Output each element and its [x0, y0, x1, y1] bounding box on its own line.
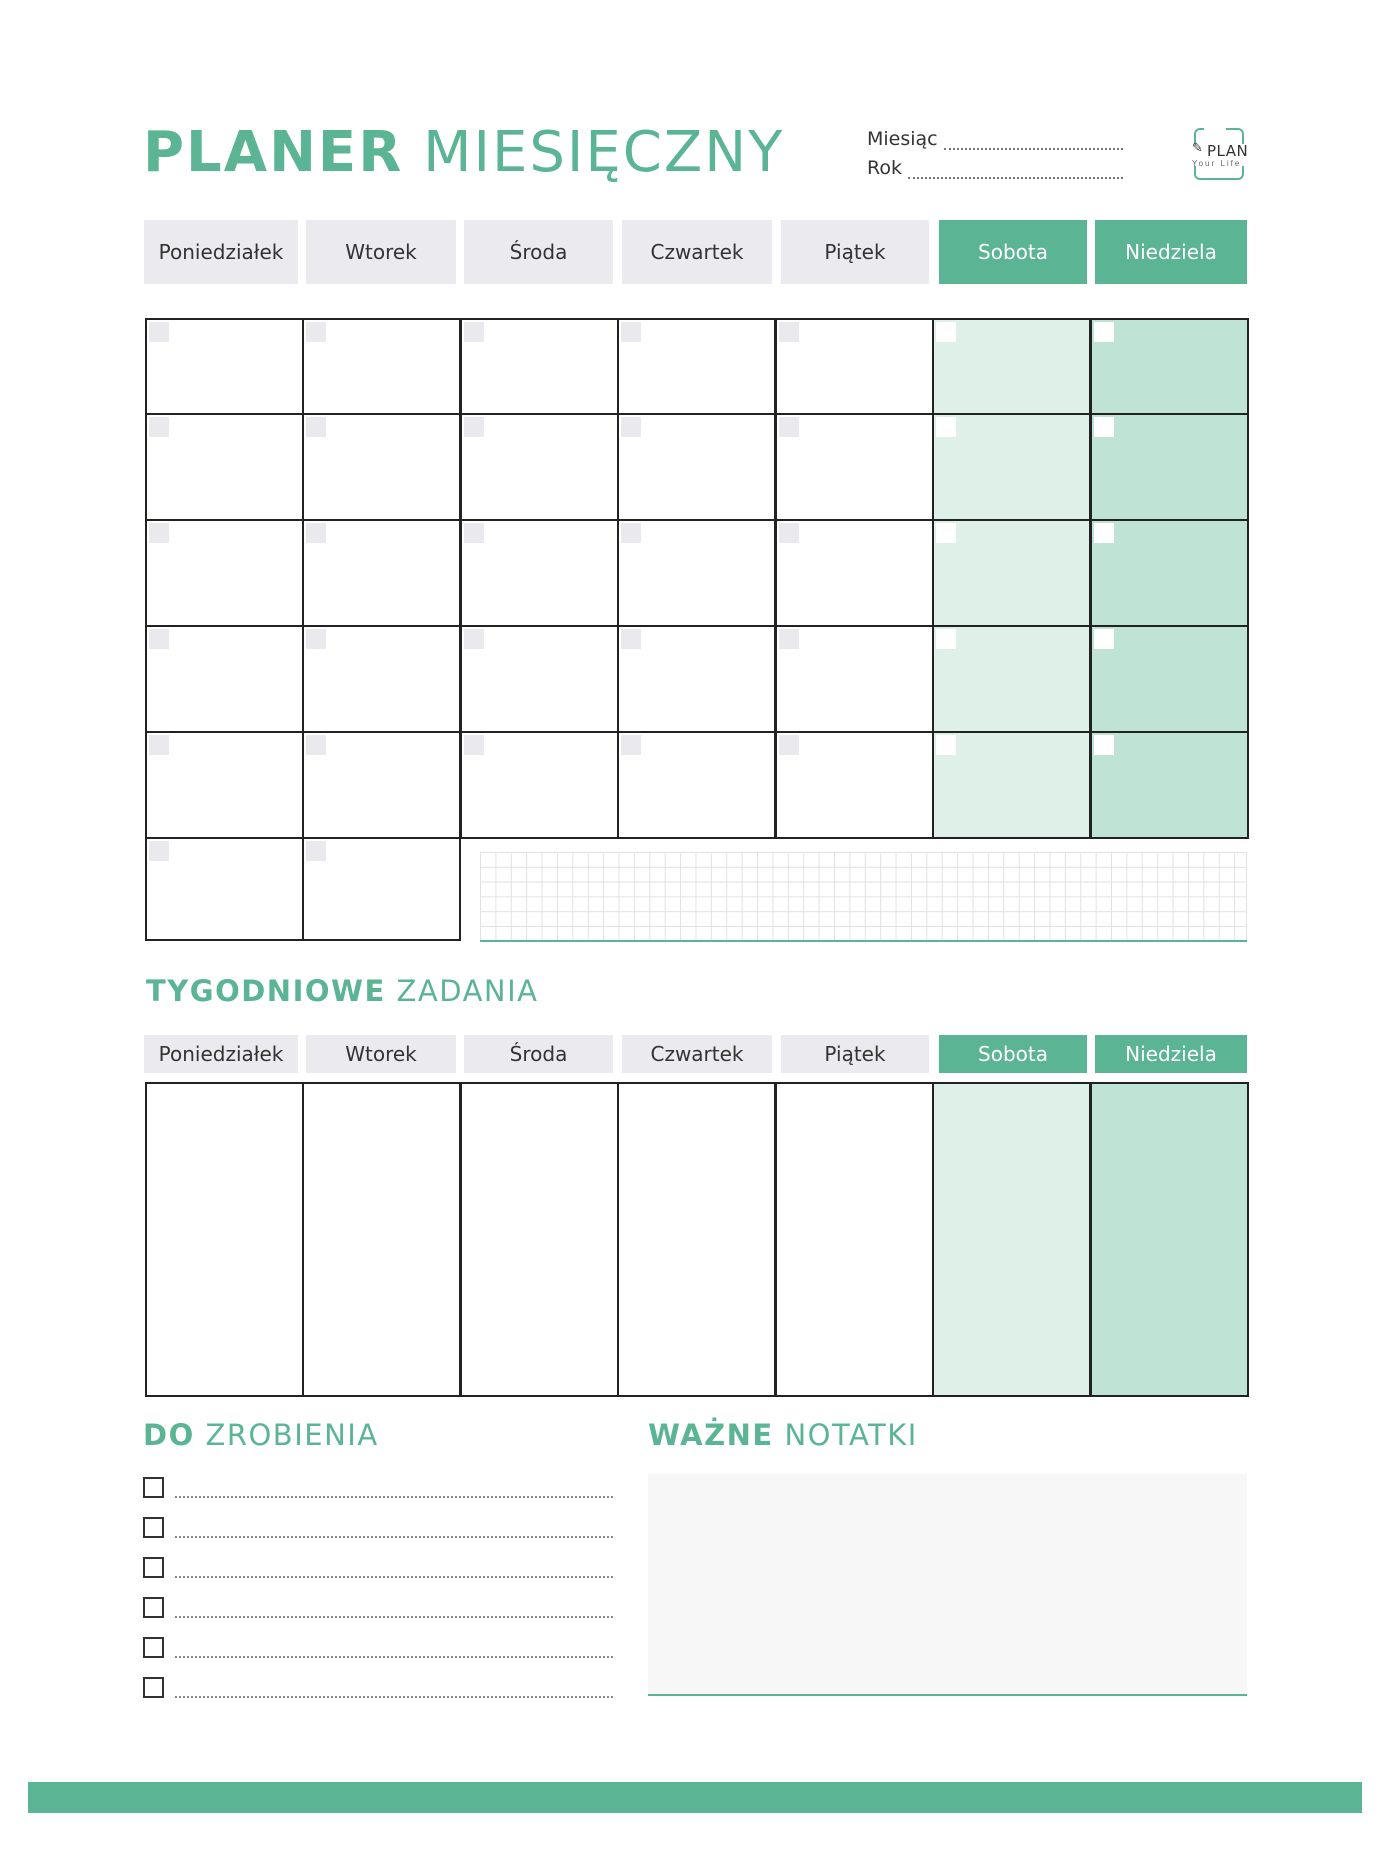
calendar-day-cell[interactable]: [302, 625, 461, 733]
day-header-tuesday: Wtorek: [306, 1035, 456, 1073]
todo-title-bold: DO: [143, 1418, 195, 1452]
day-number-box[interactable]: [621, 523, 641, 543]
day-number-box[interactable]: [306, 841, 326, 861]
day-header-sunday: Niedziela: [1095, 220, 1247, 284]
day-number-box[interactable]: [779, 322, 799, 342]
calendar-day-cell[interactable]: [617, 519, 776, 627]
day-number-box[interactable]: [936, 523, 956, 543]
weekly-task-column-friday[interactable]: [775, 1082, 934, 1397]
todo-dotted-line[interactable]: [175, 1696, 613, 1698]
notes-title: [648, 1418, 918, 1452]
logo-text: PLAN: [1207, 142, 1249, 160]
calendar-day-cell[interactable]: [932, 519, 1091, 627]
todo-item: [143, 1637, 613, 1659]
calendar-day-cell[interactable]: [145, 519, 304, 627]
weekly-title-light: ZADANIA: [396, 974, 539, 1008]
day-header-saturday: Sobota: [939, 220, 1087, 284]
logo-subtext: Your Life: [1192, 159, 1242, 168]
day-header-wednesday: Środa: [464, 1035, 613, 1073]
calendar-day-cell[interactable]: [617, 625, 776, 733]
todo-dotted-line[interactable]: [175, 1576, 613, 1578]
todo-item: [143, 1597, 613, 1619]
calendar-day-cell[interactable]: [775, 519, 934, 627]
todo-checkbox[interactable]: [143, 1517, 164, 1538]
day-number-box[interactable]: [779, 417, 799, 437]
day-header-thursday: Czwartek: [622, 220, 772, 284]
day-number-box[interactable]: [621, 735, 641, 755]
notes-title-light: NOTATKI: [784, 1418, 918, 1452]
plan-your-life-logo: [1190, 128, 1248, 180]
weekly-task-column-sunday[interactable]: [1090, 1082, 1249, 1397]
day-header-monday: Poniedziałek: [144, 1035, 298, 1073]
month-dotted-line: [944, 136, 1123, 150]
calendar-day-cell[interactable]: [1090, 519, 1249, 627]
day-header-wednesday: Środa: [464, 220, 613, 284]
calendar-day-cell[interactable]: [932, 625, 1091, 733]
todo-checkbox[interactable]: [143, 1677, 164, 1698]
year-dotted-line: [908, 165, 1123, 179]
todo-dotted-line[interactable]: [175, 1616, 613, 1618]
notes-area[interactable]: [648, 1474, 1247, 1696]
notes-title-bold: WAŻNE: [648, 1418, 774, 1452]
todo-checkbox[interactable]: [143, 1557, 164, 1578]
day-number-box[interactable]: [306, 322, 326, 342]
day-header-friday: Piątek: [781, 220, 929, 284]
todo-item: [143, 1677, 613, 1699]
calendar-day-cell[interactable]: [932, 413, 1091, 521]
calendar-day-cell[interactable]: [932, 731, 1091, 839]
day-header-sunday: Niedziela: [1095, 1035, 1247, 1073]
day-header-saturday: Sobota: [939, 1035, 1087, 1073]
day-number-box[interactable]: [464, 322, 484, 342]
calendar-day-cell[interactable]: [1090, 731, 1249, 839]
footer-bar: [28, 1782, 1362, 1813]
day-number-box[interactable]: [464, 735, 484, 755]
calendar-day-cell[interactable]: [302, 837, 461, 941]
pencil-icon: ✎: [1192, 140, 1203, 155]
calendar-day-cell[interactable]: [932, 318, 1091, 415]
calendar-day-cell[interactable]: [775, 625, 934, 733]
year-label: Rok: [867, 157, 902, 179]
calendar-day-cell[interactable]: [617, 318, 776, 415]
calendar-day-cell[interactable]: [617, 731, 776, 839]
calendar-day-cell[interactable]: [302, 318, 461, 415]
weekly-title-bold: TYGODNIOWE: [146, 974, 386, 1008]
todo-dotted-line[interactable]: [175, 1496, 613, 1498]
todo-checkbox[interactable]: [143, 1477, 164, 1498]
day-number-box[interactable]: [936, 417, 956, 437]
calendar-day-cell[interactable]: [1090, 413, 1249, 521]
calendar-day-cell[interactable]: [302, 519, 461, 627]
day-number-box[interactable]: [464, 629, 484, 649]
day-number-box[interactable]: [149, 417, 169, 437]
day-header-tuesday: Wtorek: [306, 220, 456, 284]
todo-title: [143, 1418, 379, 1452]
calendar-day-cell[interactable]: [617, 413, 776, 521]
calendar-day-cell[interactable]: [145, 625, 304, 733]
month-label: Miesiąc: [867, 128, 938, 150]
day-number-box[interactable]: [149, 841, 169, 861]
calendar-day-cell[interactable]: [775, 413, 934, 521]
calendar-day-cell[interactable]: [145, 731, 304, 839]
weekly-task-column-saturday[interactable]: [932, 1082, 1091, 1397]
calendar-day-cell[interactable]: [460, 731, 619, 839]
calendar-day-cell[interactable]: [1090, 625, 1249, 733]
day-number-box[interactable]: [779, 629, 799, 649]
day-number-box[interactable]: [1094, 322, 1114, 342]
day-number-box[interactable]: [936, 735, 956, 755]
grid-notes-area[interactable]: [480, 852, 1247, 941]
todo-dotted-line[interactable]: [175, 1536, 613, 1538]
logo-frame-gap: [1204, 126, 1226, 132]
todo-item: [143, 1557, 613, 1579]
day-number-box[interactable]: [779, 523, 799, 543]
calendar-day-cell[interactable]: [460, 318, 619, 415]
todo-checkbox[interactable]: [143, 1637, 164, 1658]
calendar-day-cell[interactable]: [460, 413, 619, 521]
calendar-day-cell[interactable]: [302, 413, 461, 521]
day-number-box[interactable]: [149, 735, 169, 755]
day-header-friday: Piątek: [781, 1035, 929, 1073]
day-number-box[interactable]: [306, 417, 326, 437]
day-number-box[interactable]: [936, 322, 956, 342]
day-number-box[interactable]: [1094, 735, 1114, 755]
calendar-day-cell[interactable]: [460, 519, 619, 627]
todo-item: [143, 1477, 613, 1499]
day-number-box[interactable]: [1094, 629, 1114, 649]
weekly-task-column-wednesday[interactable]: [460, 1082, 619, 1397]
month-field[interactable]: [867, 128, 1123, 150]
day-number-box[interactable]: [621, 629, 641, 649]
day-number-box[interactable]: [936, 629, 956, 649]
weekly-tasks-title: [146, 974, 539, 1008]
calendar-day-cell[interactable]: [145, 318, 304, 415]
day-number-box[interactable]: [306, 735, 326, 755]
year-field[interactable]: [867, 157, 1123, 179]
calendar-day-cell[interactable]: [775, 731, 934, 839]
title-light: MIESIĘCZNY: [423, 120, 785, 185]
page-title: [143, 120, 784, 185]
calendar-day-cell[interactable]: [1090, 318, 1249, 415]
day-number-box[interactable]: [306, 629, 326, 649]
day-number-box[interactable]: [621, 417, 641, 437]
calendar-day-cell[interactable]: [145, 837, 304, 941]
day-number-box[interactable]: [464, 523, 484, 543]
day-number-box[interactable]: [149, 322, 169, 342]
todo-item: [143, 1517, 613, 1539]
grid-notes-underline: [480, 940, 1247, 942]
calendar-day-cell[interactable]: [302, 731, 461, 839]
calendar-day-cell[interactable]: [145, 413, 304, 521]
day-number-box[interactable]: [1094, 417, 1114, 437]
day-number-box[interactable]: [1094, 523, 1114, 543]
weekly-task-column-tuesday[interactable]: [302, 1082, 461, 1397]
weekly-task-column-monday[interactable]: [145, 1082, 304, 1397]
title-bold: PLANER: [143, 120, 404, 185]
day-number-box[interactable]: [149, 629, 169, 649]
calendar-day-cell[interactable]: [775, 318, 934, 415]
calendar-day-cell[interactable]: [460, 625, 619, 733]
day-number-box[interactable]: [149, 523, 169, 543]
day-number-box[interactable]: [779, 735, 799, 755]
todo-checkbox[interactable]: [143, 1597, 164, 1618]
day-number-box[interactable]: [464, 417, 484, 437]
day-header-thursday: Czwartek: [622, 1035, 772, 1073]
day-header-monday: Poniedziałek: [144, 220, 298, 284]
weekly-task-column-thursday[interactable]: [617, 1082, 776, 1397]
day-number-box[interactable]: [306, 523, 326, 543]
todo-title-light: ZROBIENIA: [205, 1418, 379, 1452]
todo-dotted-line[interactable]: [175, 1656, 613, 1658]
day-number-box[interactable]: [621, 322, 641, 342]
